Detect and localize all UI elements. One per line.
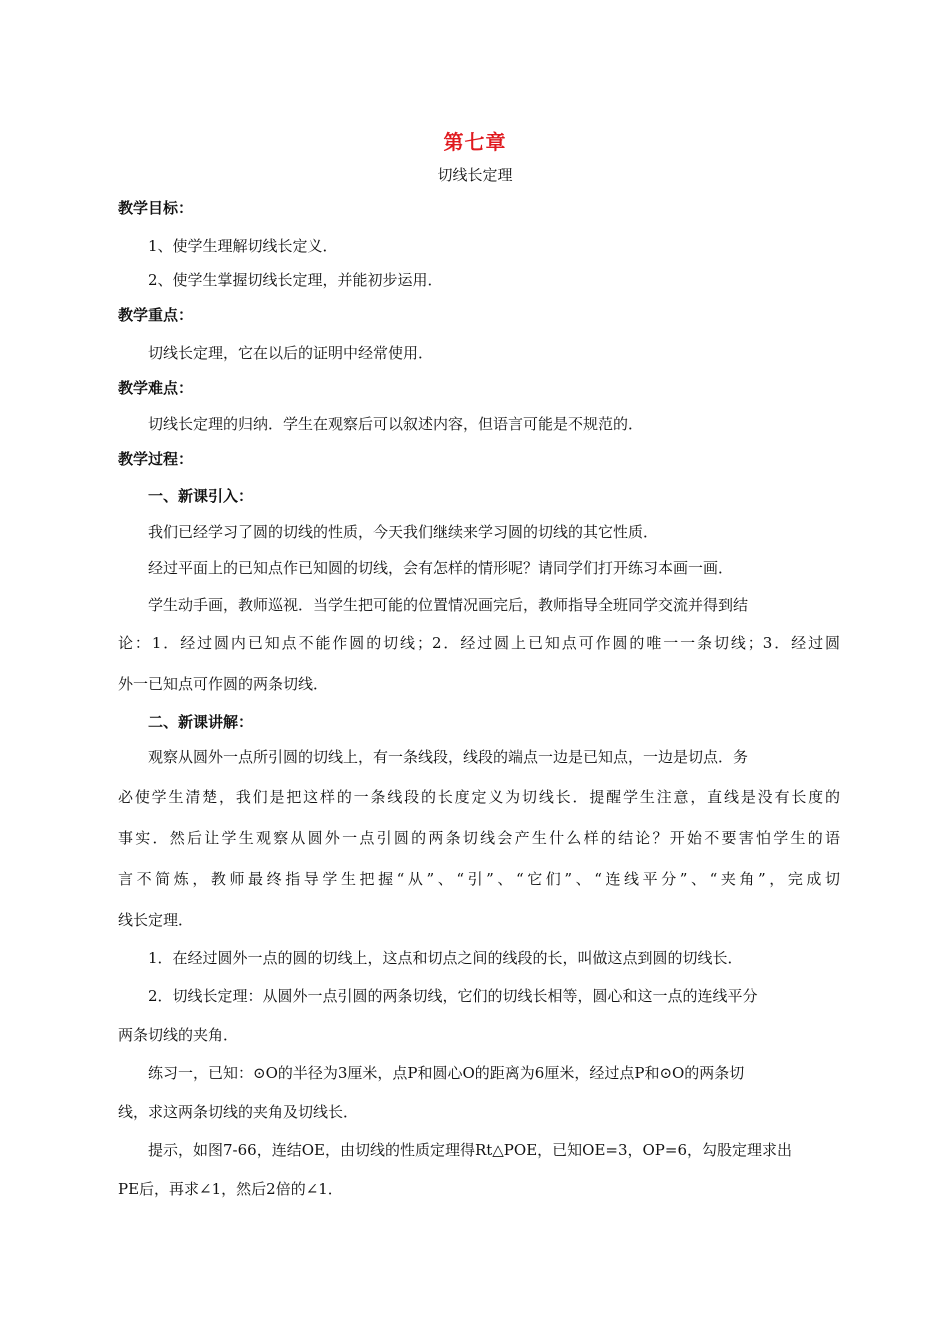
chapter-title: 第七章 — [443, 130, 507, 154]
paragraph-line: 经过平面上的已知点作已知圆的切线，会有怎样的情形呢？请同学们打开练习本画一画． — [148, 559, 734, 577]
difficulty-heading: 教学难点： — [118, 379, 194, 397]
goal-item: 1、使学生理解切线长定义． — [148, 237, 338, 255]
difficulty-text: 切线长定理的归纳．学生在观察后可以叙述内容，但语言可能是不规范的． — [148, 415, 644, 433]
paragraph-line: 线长定理． — [118, 911, 194, 929]
paragraph-line: 言不简炼，教师最终指导学生把握“从”、“引”、“它们”、“连线平分”、“夹角”，完成切 — [118, 870, 840, 888]
paragraph-line: 事实．然后让学生观察从圆外一点引圆的两条切线会产生什么样的结论？开始不要害怕学生的语 — [118, 829, 840, 847]
key-point-text: 切线长定理，它在以后的证明中经常使用． — [148, 344, 434, 362]
theorem-line: 2．切线长定理：从圆外一点引圆的两条切线，它们的切线长相等，圆心和这一点的连线平分 — [148, 987, 758, 1005]
paragraph-line: 必使学生清楚，我们是把这样的一条线段的长度定义为切线长．提醒学生注意，直线是没有长度的 — [118, 788, 840, 806]
lesson-subtitle: 切线长定理 — [437, 166, 513, 184]
exercise-line: 练习一，已知：⊙O的半径为3厘米，点P和圆心O的距离为6厘米，经过点P和⊙O的两条切 — [148, 1064, 745, 1082]
paragraph-line: 学生动手画，教师巡视．当学生把可能的位置情况画完后，教师指导全班同学交流并得到结 — [148, 596, 749, 614]
section-heading: 一、新课引入： — [148, 487, 254, 505]
theorem-line: 两条切线的夹角． — [118, 1026, 239, 1044]
hint-line: PE后，再求∠1，然后2倍的∠1． — [118, 1180, 343, 1198]
paragraph-line: 论：1．经过圆内已知点不能作圆的切线；2．经过圆上已知点可作圆的唯一一条切线；3．经过圆 — [118, 634, 840, 652]
goal-item: 2、使学生掌握切线长定理，并能初步运用． — [148, 271, 443, 289]
key-point-heading: 教学重点： — [118, 306, 194, 324]
paragraph-line: 我们已经学习了圆的切线的性质，今天我们继续来学习圆的切线的其它性质． — [148, 523, 659, 541]
goals-heading: 教学目标： — [118, 199, 194, 217]
definition-line: 1．在经过圆外一点的圆的切线上，这点和切点之间的线段的长，叫做这点到圆的切线长． — [148, 949, 743, 967]
hint-line: 提示，如图7-66，连结OE，由切线的性质定理得Rt△POE，已知OE=3，OP=6，勾股定理求出 — [148, 1141, 793, 1159]
exercise-line: 线，求这两条切线的夹角及切线长． — [118, 1103, 359, 1121]
process-heading: 教学过程： — [118, 450, 194, 468]
section-heading: 二、新课讲解： — [148, 713, 254, 731]
paragraph-line: 外一已知点可作圆的两条切线． — [118, 675, 329, 693]
paragraph-line: 观察从圆外一点所引圆的切线上，有一条线段，线段的端点一边是已知点，一边是切点．务 — [148, 748, 749, 766]
